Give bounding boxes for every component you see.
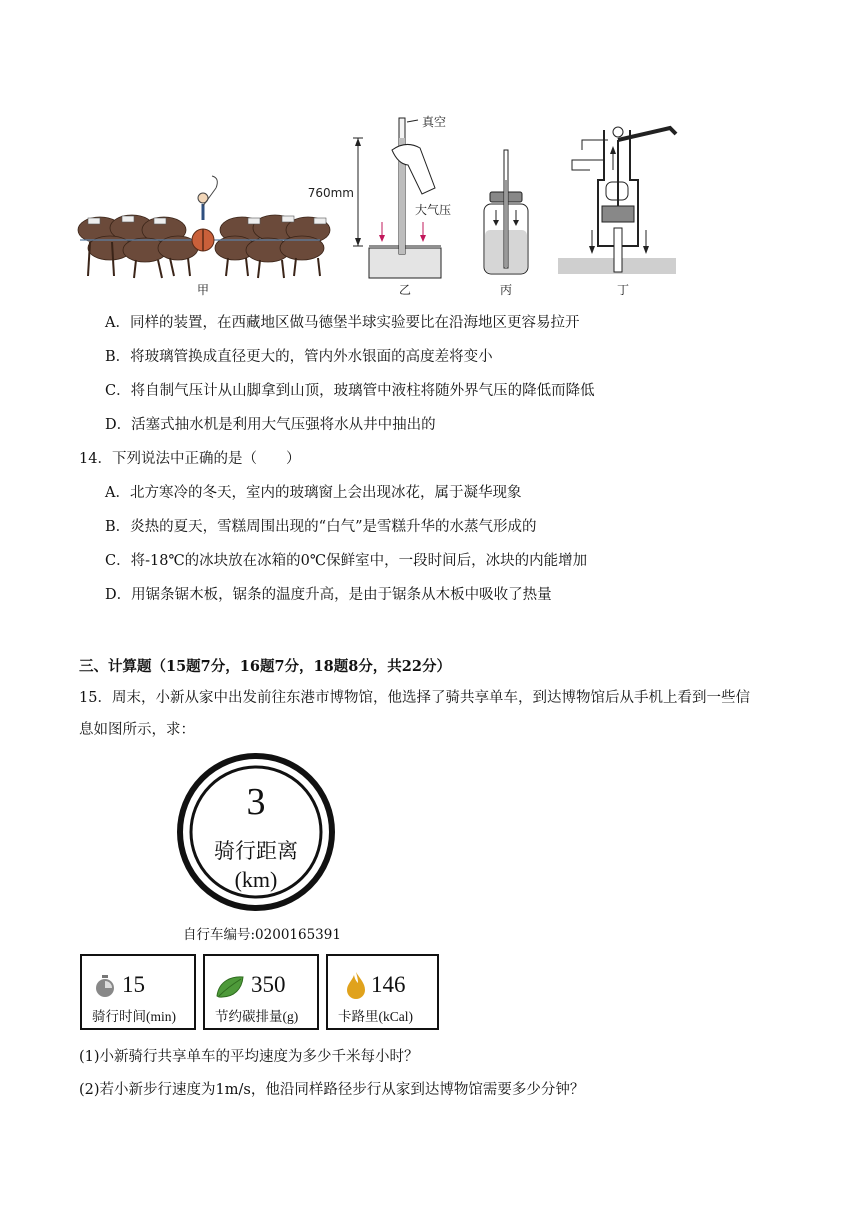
height-label: 760mm <box>307 186 354 200</box>
flame-icon <box>346 971 366 999</box>
piston-pump <box>558 127 676 297</box>
leaf-icon <box>215 974 245 1000</box>
q13-option-b: B．将玻璃管换成直径更大的，管内外水银面的高度差将变小 <box>105 349 493 365</box>
stat-carbon-value: 350 <box>251 972 286 997</box>
q14-option-c: C．将-18℃的冰块放在冰箱的0℃保鲜室中，一段时间后，冰块的内能增加 <box>105 553 588 569</box>
q13-option-c: C．将自制气压计从山脚拿到山顶，玻璃管中液柱将随外界气压的降低而降低 <box>105 383 595 399</box>
timer-icon <box>94 974 116 998</box>
figure-label-yi: 乙 <box>398 283 412 297</box>
q14-option-d: D．用锯条锯木板，锯条的温度升高，是由于锯条从木板中吸收了热量 <box>105 587 552 603</box>
stat-calorie-label: 卡路里(kCal) <box>338 1009 413 1024</box>
q13-option-a: A．同样的装置，在西藏地区做马德堡半球实验要比在沿海地区更容易拉开 <box>105 315 580 331</box>
figure-label-bing: 丙 <box>499 283 513 297</box>
section-title: 三、计算题（15题7分，16题7分，18题8分，共22分） <box>79 658 451 675</box>
distance-value: 3 <box>246 781 266 823</box>
q15-stem-line2: 息如图所示，求： <box>79 722 195 738</box>
figure-svg <box>70 110 690 300</box>
distance-label: 骑行距离 <box>214 839 298 863</box>
q13-option-d: D．活塞式抽水机是利用大气压强将水从井中抽出的 <box>105 417 436 433</box>
q15-stem-line1: 15．周末，小新从家中出发前往东港市博物馆，他选择了骑共享单车，到达博物馆后从手机上看到一些信 <box>79 690 750 706</box>
q14-stem: 14．下列说法中正确的是（ ） <box>79 451 301 467</box>
stat-time-value: 15 <box>122 972 145 997</box>
stat-carbon-label: 节约碳排量(g) <box>215 1009 299 1024</box>
q15-sub1: (1)小新骑行共享单车的平均速度为多少千米每小时？ <box>79 1049 419 1065</box>
figure-label-ding: 丁 <box>616 283 630 297</box>
q14-option-a: A．北方寒冷的冬天，室内的玻璃窗上会出现冰花，属于凝华现象 <box>105 485 522 501</box>
q14-option-b: B．炎热的夏天，雪糕周围出现的“白气”是雪糕升华的水蒸气形成的 <box>105 519 537 535</box>
bike-id: 自行车编号:0200165391 <box>183 927 341 943</box>
figure-row <box>70 110 690 300</box>
atm-label: 大气压 <box>415 203 452 217</box>
stat-box-time <box>80 954 196 1030</box>
q15-sub2: (2)若小新步行速度为1m/s，他沿同样路径步行从家到达博物馆需要多少分钟？ <box>79 1082 585 1098</box>
distance-unit: (km) <box>234 867 278 892</box>
torricelli-apparatus <box>308 114 451 297</box>
figure-label-jia: 甲 <box>196 283 210 297</box>
stat-calorie-value: 146 <box>371 972 406 997</box>
stat-time-label: 骑行时间(min) <box>92 1009 176 1024</box>
magdeburg-illustration <box>78 176 330 297</box>
barometer-bottle <box>484 150 528 297</box>
vacuum-label: 真空 <box>422 115 447 129</box>
stat-box-carbon <box>203 954 319 1030</box>
stat-box-calorie <box>326 954 439 1030</box>
